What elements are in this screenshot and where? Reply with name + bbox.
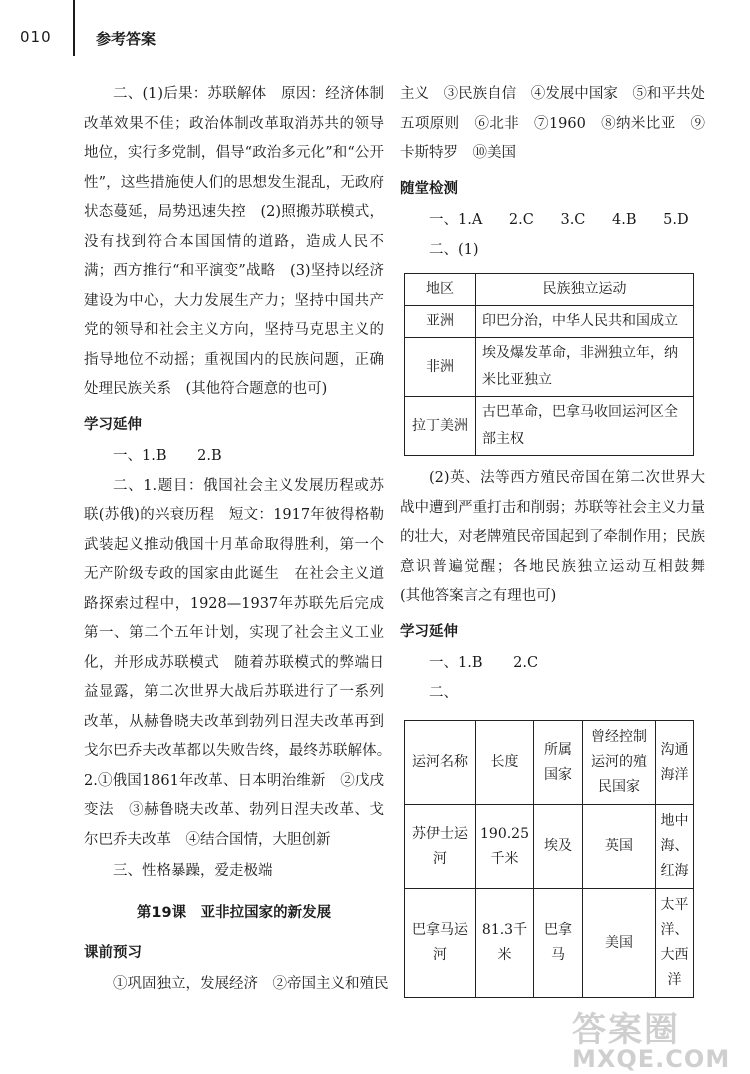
choice-answer: 一、1.B xyxy=(113,448,167,464)
section-heading: 学习延伸 xyxy=(400,623,458,640)
table-cell: 亚洲 xyxy=(405,306,476,338)
choice-answer: 一、1.B xyxy=(429,655,483,671)
choice-answers xyxy=(84,442,384,472)
choice-answer: 4.B xyxy=(612,212,637,228)
page-header xyxy=(0,0,750,60)
table-header-cell: 地区 xyxy=(405,274,476,306)
choice-answer: 2.C xyxy=(513,655,539,671)
table-cell: 190.25千米 xyxy=(476,805,534,889)
question-label: 二、 xyxy=(429,684,458,701)
page-number: 010 xyxy=(20,28,52,46)
choice-answers xyxy=(400,649,705,679)
table-cell: 美国 xyxy=(583,889,656,998)
table-header-cell: 曾经控制运河的殖民国家 xyxy=(583,721,656,805)
table-header-cell: 沟通海洋 xyxy=(656,721,694,805)
table-row xyxy=(405,338,694,397)
table-cell: 古巴革命，巴拿马收回运河区全部主权 xyxy=(476,397,694,456)
choice-answer: 3.C xyxy=(560,212,586,228)
answer-paragraph: ①巩固独立，发展经济 ②帝国主义和殖民 xyxy=(113,976,389,992)
left-column xyxy=(84,80,399,1000)
watermark-logo xyxy=(572,1002,742,1073)
watermark-url: MXQE.COM xyxy=(572,1045,731,1073)
answer-paragraph: (2)英、法等西方殖民帝国在第二次世界大战中遭到严重打击和削弱；苏联等社会主义力量的壮大，对老牌殖民帝国起到了牵制作用；民族意识普遍觉醒；各地民族独立运动互相鼓舞 (其他答案言之有理也可) xyxy=(400,470,720,604)
table-cell: 埃及 xyxy=(534,805,583,889)
header-divider xyxy=(73,0,75,56)
table-cell: 非洲 xyxy=(405,338,476,397)
choice-answer: 2.C xyxy=(508,212,534,228)
table-row xyxy=(405,306,694,338)
choice-answers xyxy=(400,206,705,236)
table-row xyxy=(405,889,694,998)
section-heading: 随堂检测 xyxy=(400,180,458,197)
table-header-row xyxy=(405,721,694,805)
table-cell: 巴拿马运河 xyxy=(405,889,476,998)
answer-paragraph: 二、1.题目：俄国社会主义发展历程或苏联(苏俄)的兴衰历程 短文：1917年彼得格勒武装起义推动俄国十月革命取得胜利，第一个无产阶级专政的国家由此诞生 在社会主义道路探索过程中，1928—1937年苏联先后完成第一、第二个五年计划，实现了社会主义工业化，并形成苏联模式 随着苏联模式的弊端日益显露，第二次世界大战后苏联进行了一系列改革，从赫鲁晓夫改革到勃列日涅夫改革再到戈尔巴乔夫改革都以失败告终，最终苏联解体。 2.①俄国1861年改革、日本明治维新 ②戊戌变法 ③赫鲁晓夫改革、勃列日涅夫改革、戈尔巴乔夫改革 ④结合国情，大胆创新 xyxy=(84,477,399,848)
table-cell: 81.3千米 xyxy=(476,889,534,998)
table-header-cell: 长度 xyxy=(476,721,534,805)
question-label: 二、(1) xyxy=(429,241,479,258)
watermark-text: 答案圈 xyxy=(572,1010,680,1050)
choice-answer: 一、1.A xyxy=(429,212,483,228)
table-header-cell: 所属国家 xyxy=(534,721,583,805)
independence-table xyxy=(404,273,694,456)
table-cell: 巴拿马 xyxy=(534,889,583,998)
table-cell: 地中海、红海 xyxy=(656,805,694,889)
section-heading: 课前预习 xyxy=(84,944,142,961)
table-header-cell: 民族独立运动 xyxy=(476,274,694,306)
table-header-cell: 运河名称 xyxy=(405,721,476,805)
table-row xyxy=(405,397,694,456)
choice-answer: 5.D xyxy=(663,212,689,228)
answer-paragraph: 二、(1)后果：苏联解体 原因：经济体制改革效果不佳；政治体制改革取消苏共的领导地位，实行多党制，倡导“政治多元化”和“公开性”，这些措施使人们的思想发生混乱，无政府状态蔓延，局势迅速失控 (2)照搬苏联模式，没有找到符合本国国情的道路，造成人民不满；西方推行“和平演变”战略 (3)坚持以经济建设为中心，大力发展生产力；坚持中国共产党的领导和社会主义方向，坚持马克思主义的指导地位不动摇；重视国内的民族问题，正确处理民族关系 (其他符合题意的也可) xyxy=(84,86,384,397)
answer-paragraph: 三、性格暴躁，爱走极端 xyxy=(113,863,273,879)
table-cell: 拉丁美洲 xyxy=(405,397,476,456)
section-heading: 学习延伸 xyxy=(84,416,142,433)
choice-answer: 2.B xyxy=(197,448,222,464)
right-column xyxy=(400,80,720,998)
header-title: 参考答案 xyxy=(96,30,157,48)
canal-table xyxy=(404,720,694,998)
table-cell: 埃及爆发革命，非洲独立年，纳米比亚独立 xyxy=(476,338,694,397)
table-header-row xyxy=(405,274,694,306)
table-row xyxy=(405,805,694,889)
table-cell: 太平洋、大西洋 xyxy=(656,889,694,998)
table-cell: 苏伊士运河 xyxy=(405,805,476,889)
lesson-title: 第19课 亚非拉国家的新发展 xyxy=(136,904,332,921)
answer-paragraph: 主义 ③民族自信 ④发展中国家 ⑤和平共处五项原则 ⑥北非 ⑦1960 ⑧纳米比亚 ⑨卡斯特罗 ⑩美国 xyxy=(400,86,705,161)
table-cell: 印巴分治，中华人民共和国成立 xyxy=(476,306,694,338)
table-cell: 英国 xyxy=(583,805,656,889)
